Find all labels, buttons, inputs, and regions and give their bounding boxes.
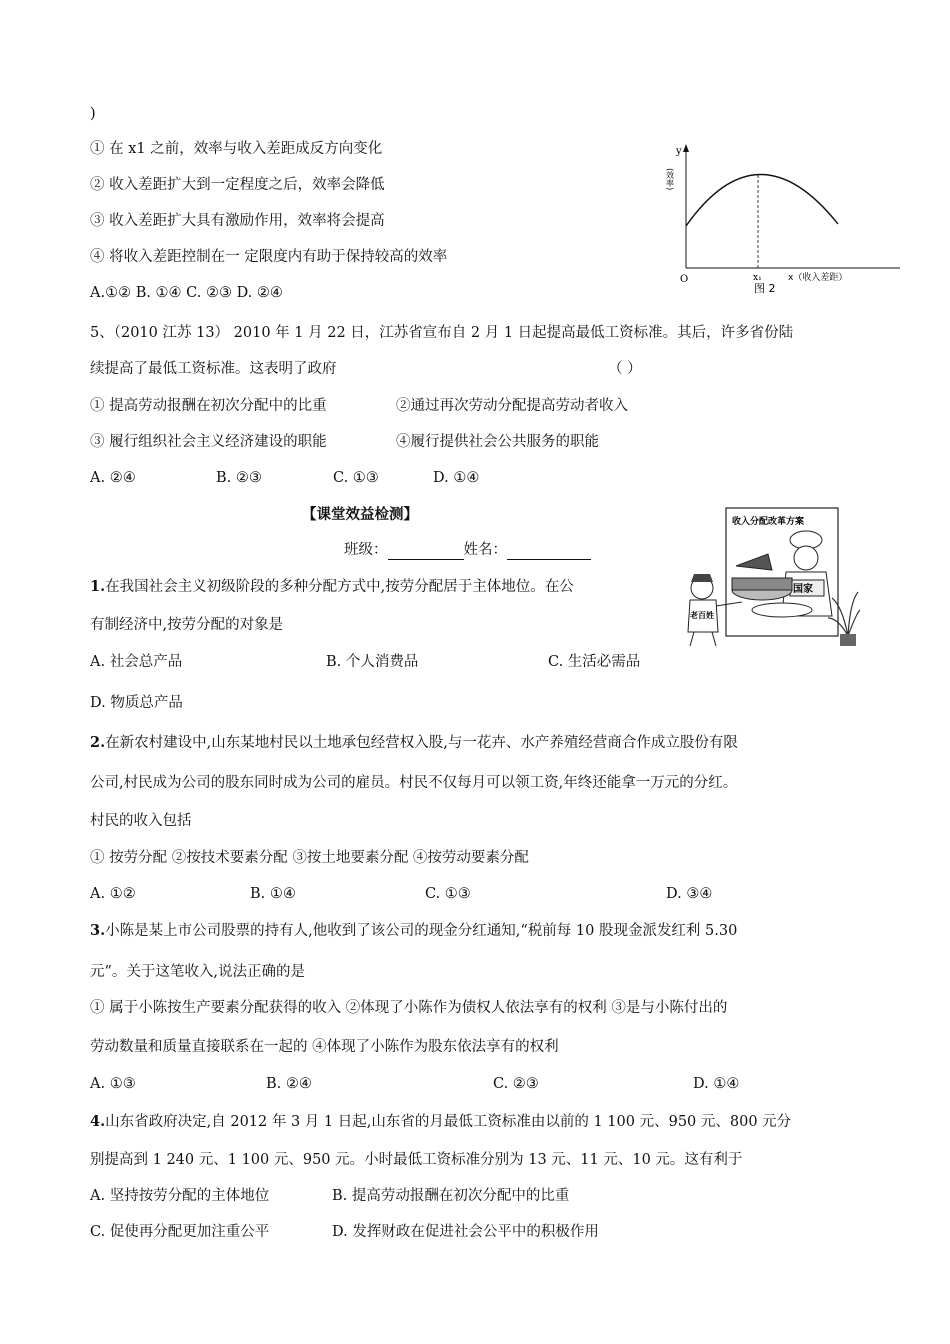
c2-line-1	[90, 733, 738, 753]
cartoon-illustration	[672, 506, 862, 656]
c4-answer-a: A. 坚持按劳分配的主体地位	[90, 1188, 270, 1204]
c4-answer-b: B. 提高劳动报酬在初次分配中的比重	[332, 1188, 570, 1204]
q5-answer-c: C. ①③	[333, 470, 379, 486]
c2-answer-d: D. ③④	[666, 886, 713, 902]
c2-line-2: 公司,村民成为公司的股东同时成为公司的雇员。村民不仅每月可以领工资,年终还能拿一万元的分红。	[90, 775, 738, 791]
c4-line-1	[90, 1112, 791, 1132]
q5-answer-a: A. ②④	[90, 470, 136, 486]
c3-line-4: 劳动数量和质量直接联系在一起的 ④体现了小陈作为股东依法享有的权利	[90, 1039, 559, 1055]
c1-line-1	[90, 577, 574, 597]
c1-answer-c: C. 生活必需品	[548, 654, 641, 670]
name-blank[interactable]	[507, 543, 591, 560]
c4-text: 山东省政府决定,自 2012 年 3 月 1 日起,山东省的月最低工资标准由以前的 1 100 元、950 元、800 元分	[105, 1114, 792, 1130]
c2-line-3: 村民的收入包括	[90, 813, 192, 829]
figure-2-curve	[665, 140, 910, 300]
name-label: 姓名：	[463, 542, 507, 558]
c3-number: 3.	[90, 922, 106, 939]
c1-number: 1.	[90, 578, 106, 595]
cartoon-person-label: 老百姓	[690, 611, 714, 620]
c3-line-2: 元”。关于这笔收入,说法正确的是	[90, 964, 306, 980]
cartoon-sign: 收入分配改革方案	[732, 517, 805, 527]
fig-caption: 图 2	[754, 282, 776, 295]
c2-number: 2.	[90, 734, 106, 751]
c2-options: ① 按劳分配 ②按技术要素分配 ③按土地要素分配 ④按劳动要素分配	[90, 850, 529, 866]
c2-answer-b: B. ①④	[250, 886, 296, 902]
class-name-line	[344, 540, 591, 560]
q5-option-2: ②通过再次劳动分配提高劳动者收入	[396, 398, 628, 414]
fig-origin: O	[680, 274, 689, 285]
q4-option-2: ② 收入差距扩大到一定程度之后，效率会降低	[90, 177, 385, 193]
fig-x-axis: x（收入差距）	[788, 273, 848, 283]
fig-y-label: (效率)	[665, 168, 675, 191]
c3-answer-c: C. ②③	[493, 1076, 539, 1092]
c3-answer-b: B. ②④	[266, 1076, 312, 1092]
c1-answer-d: D. 物质总产品	[90, 695, 183, 711]
q4-answers: A.①② B. ①④ C. ②③ D. ②④	[90, 285, 283, 301]
q4-option-4: ④ 将收入差距控制在一 定限度内有助于保持较高的效率	[90, 249, 448, 265]
c1-answer-a: A. 社会总产品	[90, 654, 183, 670]
c4-answer-c: C. 促使再分配更加注重公平	[90, 1224, 270, 1240]
c3-text: 小陈是某上市公司股票的持有人,他收到了该公司的现金分红通知,“税前每 10 股现金派发红利 5.30	[105, 923, 738, 939]
fig-y-axis: y	[676, 146, 682, 157]
c2-text: 在新农村建设中,山东某地村民以土地承包经营权入股,与一花卉、水产养殖经营商合作成立股份有限	[105, 735, 738, 751]
c2-answer-a: A. ①②	[90, 886, 136, 902]
q4-option-1: ① 在 x1 之前，效率与收入差距成反方向变化	[90, 141, 383, 157]
c1-answer-b: B. 个人消费品	[326, 654, 419, 670]
q5-line-2: 续提高了最低工资标准。这表明了政府	[90, 361, 337, 377]
q5-answer-d: D. ①④	[433, 470, 480, 486]
q4-option-3: ③ 收入差距扩大具有激励作用，效率将会提高	[90, 213, 385, 229]
paren-close: )	[90, 106, 96, 122]
class-blank[interactable]	[388, 543, 464, 560]
c3-answer-d: D. ①④	[693, 1076, 740, 1092]
c4-answer-d: D. 发挥财政在促进社会公平中的积极作用	[332, 1224, 599, 1240]
section-title: 【课堂效益检测】	[302, 506, 418, 523]
q5-answer-b: B. ②③	[216, 470, 262, 486]
q5-line-1: 5、（2010 江苏 13） 2010 年 1 月 22 日，江苏省宣布自 2 月 1 日起提高最低工资标准。其后，许多省份陆	[90, 325, 794, 341]
class-label: 班级：	[344, 542, 388, 558]
c1-text: 在我国社会主义初级阶段的多种分配方式中,按劳分配居于主体地位。在公	[105, 579, 574, 595]
q5-option-3: ③ 履行组织社会主义经济建设的职能	[90, 434, 327, 450]
c3-line-3: ① 属于小陈按生产要素分配获得的收入 ②体现了小陈作为债权人依法享有的权利 ③是与小陈付出的	[90, 1000, 728, 1016]
q5-option-4: ④履行提供社会公共服务的职能	[396, 434, 599, 450]
c4-line-2: 别提高到 1 240 元、1 100 元、950 元。小时最低工资标准分别为 13 元、11 元、10 元。这有利于	[90, 1152, 743, 1168]
q5-option-1: ① 提高劳动报酬在初次分配中的比重	[90, 398, 327, 414]
c1-line-2: 有制经济中,按劳分配的对象是	[90, 617, 284, 633]
c3-line-1	[90, 921, 737, 941]
c4-number: 4.	[90, 1113, 106, 1130]
q5-paren: （ ）	[608, 361, 642, 377]
c3-answer-a: A. ①③	[90, 1076, 136, 1092]
cartoon-chef-label: 国家	[793, 584, 813, 595]
fig-x-tick: x₁	[753, 273, 762, 283]
c2-answer-c: C. ①③	[425, 886, 471, 902]
